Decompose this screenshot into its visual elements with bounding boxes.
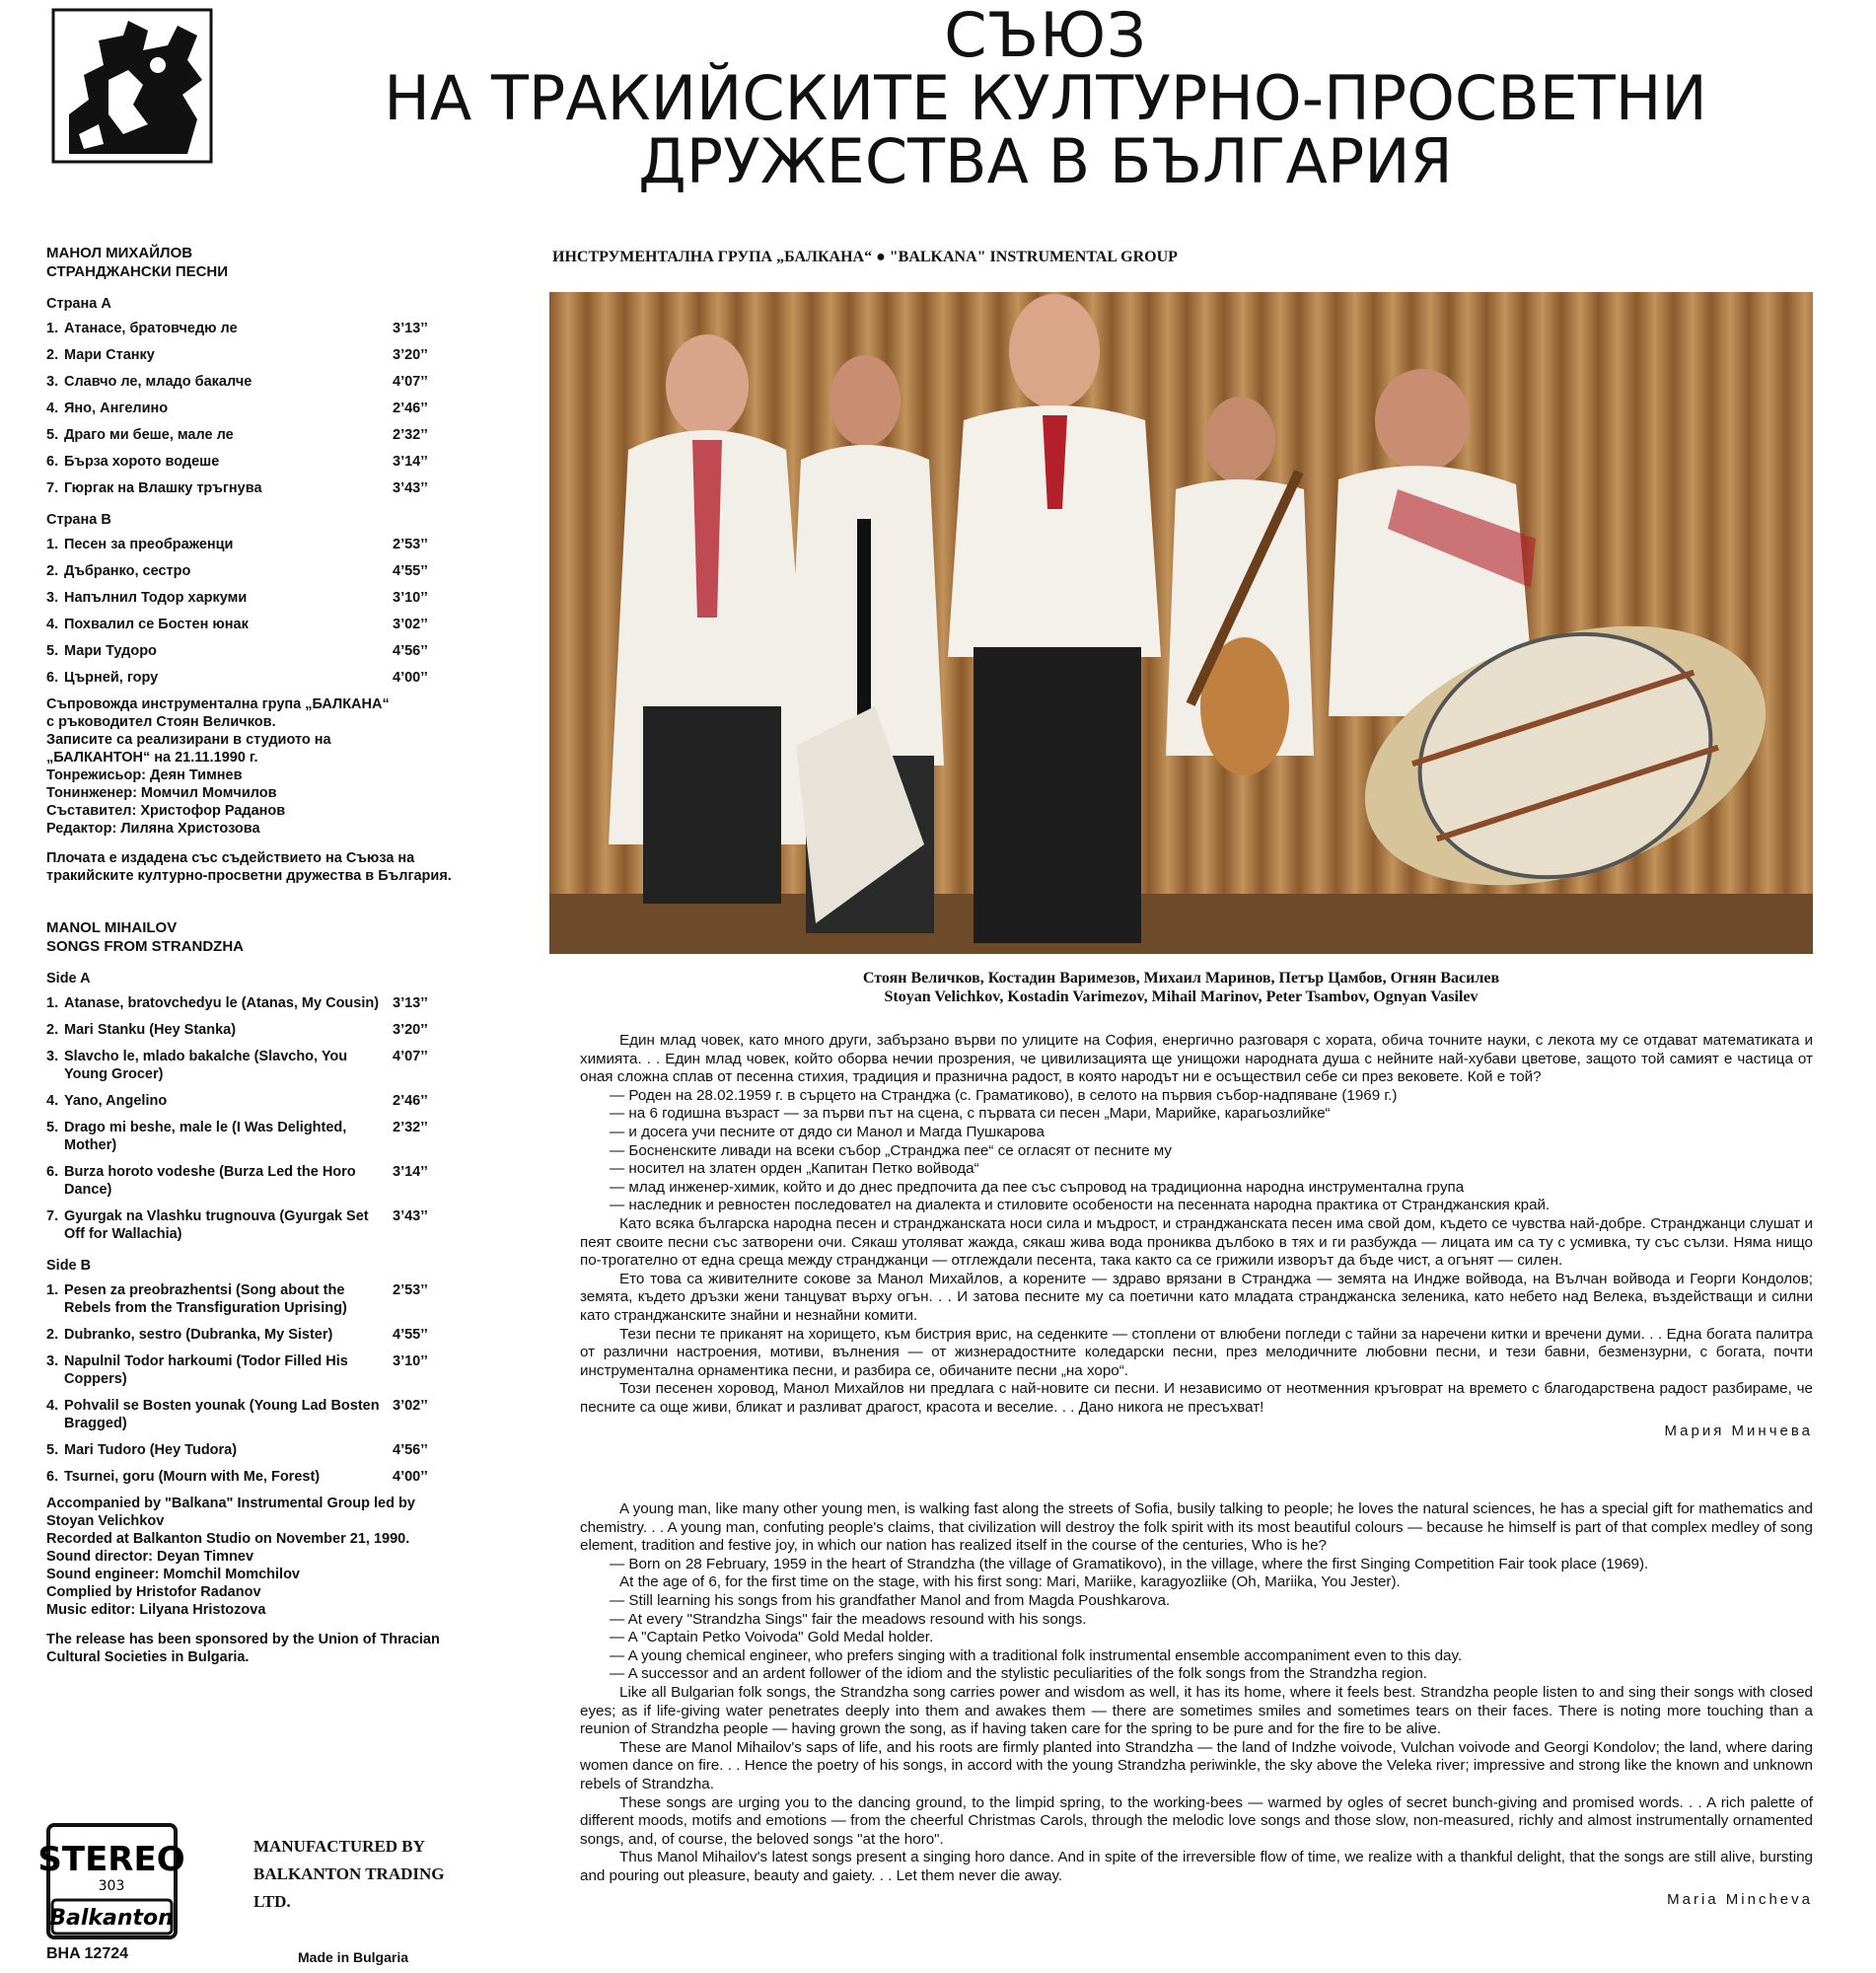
essay-paragraph: — A "Captain Petko Voivoda" Gold Medal holder.: [610, 1629, 934, 1646]
en-side-a-track-duration: 3’14’’: [393, 1164, 428, 1180]
credit-line: Recorded at Balkanton Studio on November 21, 1990.: [46, 1531, 410, 1547]
bg-side-b-track-row: [46, 669, 454, 687]
signature-en: Maria Mincheva: [1667, 1891, 1813, 1909]
essay-paragraph: Thus Manol Mihailov's latest songs present a singing horo dance. And in spite of the irreversible flow of time, we realize with a thankful delight, that the songs are still alive, bursting and pouring out pleasure, beauty and gaiety. . . Let them never die away.: [580, 1849, 1813, 1884]
bg-side-a-track-number: 1.: [46, 321, 59, 336]
en-side-a-track-number: 2.: [46, 1022, 59, 1038]
en-side-b-track-row: [46, 1281, 454, 1317]
bg-side-b-track-number: 5.: [46, 643, 59, 659]
essay-paragraph: — млад инженер-химик, който и до днес предпочита да пее със съпровод на традиционна народна инструментална група: [610, 1178, 1465, 1196]
en-side-b-track-duration: 3’02’’: [393, 1398, 428, 1414]
en-side-a-track-duration: 3’20’’: [393, 1022, 428, 1038]
bg-side-b-track-number: 3.: [46, 590, 59, 606]
essay-paragraph: At the age of 6, for the first time on the stage, with his first song: Mari, Mariike, karagyozliike (Oh, Mariika, You Jester).: [619, 1573, 1401, 1591]
bg-side-b-track-duration: 4’56’’: [393, 643, 428, 659]
bg-side-a-track-row: [46, 373, 454, 391]
band-photo: [549, 292, 1813, 954]
bg-side-a-track-row: [46, 479, 454, 497]
bg-side-b-track-title: Похвалил се Бостен юнак: [64, 617, 249, 632]
union-emblem-logo: [49, 6, 215, 166]
en-side-b-track-row: [46, 1326, 454, 1344]
credit-line: Тонрежисьор: Деян Тимнев: [46, 767, 243, 783]
stereo-logo-text: STEREO: [37, 1840, 185, 1879]
bg-side-a-track-title: Яно, Ангелино: [64, 401, 169, 416]
bg-side-a-track-duration: 3’13’’: [393, 321, 428, 336]
en-side-b-label: Side B: [46, 1258, 92, 1274]
en-side-b-track-title: Napulnil Todor harkoumi (Todor Filled His Coppers): [64, 1353, 348, 1387]
essay-paragraph: Тези песни те приканят на хорището, към бистрия врис, на седенките — стоплени от влюбени погледи с тайни за наречени китки и вречени думи. . . Една богата палитра от различни настроения, мотиви, вълнения — от жизнерадостните коледарски песни, през мелодичните любовни песни, и тези бавни, безмензурни, с богата, почти инструментална орнаментика песни, и разбира се, обичаните песни „на хоро“.: [580, 1325, 1813, 1379]
bg-side-b-track-duration: 2’53’’: [393, 537, 428, 552]
bg-side-a-track-title: Атанасе, братовчедю ле: [64, 321, 238, 336]
essay-paragraph: — A successor and an ardent follower of the idiom and the stylistic peculiarities of the folk songs from the Strandzha region.: [610, 1665, 1428, 1683]
bg-credits: [46, 695, 454, 838]
bg-side-b-track-title: Песен за преображенци: [64, 537, 234, 552]
bg-side-a-track-row: [46, 346, 454, 364]
credit-line: Записите са реализирани в студиото на: [46, 732, 331, 748]
bg-side-b-track-row: [46, 536, 454, 553]
bg-side-a-list: [46, 320, 454, 497]
group-heading: ИНСТРУМЕНТАЛНА ГРУПА „БАЛКАНА“ ● "BALKANA" INSTRUMENTAL GROUP: [552, 249, 1178, 265]
essay-paragraph: These songs are urging you to the dancing ground, to the limpid spring, to the working-bees — warmed by ogles of secret bunch-giving and promised words. . . A rich palette of different moods, motifs and emotions — from the cheerful Christmas Carols, through the melodic love songs and those slow, non-measured, richly and almost instrumentally ornamented songs, and, of course, the beloved songs "at the horo".: [580, 1793, 1813, 1848]
photo-caption: [549, 969, 1813, 1006]
en-side-a-track-number: 7.: [46, 1208, 59, 1224]
essay-paragraph: These are Manol Mihailov's saps of life, and his roots are firmly planted into Strandzha — the land of Indzhe voivode, Vulchan voivode and Georgi Kondolov; the land, where daring women dance on fire. . . Hence the poetry of his songs, in accord with the young Strandzha periwinkle, the sky above the Veleka river; impressive and strong like the known and unknown rebels of Strandzha.: [580, 1738, 1813, 1792]
credit-line: Съпровожда инструментална група „БАЛКАНА“: [46, 696, 390, 712]
bg-side-b-track-number: 4.: [46, 617, 59, 632]
header-line-2: НА ТРАКИЙСКИТЕ КУЛТУРНО-ПРОСВЕТНИ: [384, 62, 1707, 134]
credit-line: Music editor: Lilyana Hristozova: [46, 1602, 266, 1618]
en-side-a-label: Side A: [46, 971, 91, 986]
essay-paragraph: Like all Bulgarian folk songs, the Strandzha song carries power and wisdom as well, it has its home, where it feels best. Strandzha people listen to and sing their songs with closed eyes; as if life-giving water penetrates deeply into them and awakes them — there are sometimes smiles and sometimes tears on their faces. There is noting more touching than a reunion of Strandzha people — having grown the song, as if having taken care for the spring to be pure and for the fire to be alive.: [580, 1683, 1813, 1738]
en-side-b-track-title: Pesen za preobrazhentsi (Song about the Rebels from the Transfiguration Uprising): [64, 1282, 347, 1316]
bg-artist: МАНОЛ МИХАЙЛОВ: [46, 245, 193, 261]
en-side-a-track-row: [46, 994, 454, 1012]
en-side-a-track-row: [46, 1119, 454, 1154]
en-side-b-track-number: 5.: [46, 1442, 59, 1458]
bg-side-a-track-title: Мари Станку: [64, 347, 155, 363]
page-header: [227, 0, 1864, 197]
caption-bg: Стоян Величков, Костадин Варимезов, Михаил Маринов, Петър Цамбов, Огнян Василев: [862, 970, 1500, 986]
en-side-a-list: [46, 994, 454, 1243]
en-sponsor-note: The release has been sponsored by the Union of Thracian Cultural Societies in Bulgaria.: [46, 1632, 440, 1665]
essay-paragraph: — Роден на 28.02.1959 г. в сърцето на Странджа (с. Граматиково), в селото на първия събор-надпяване (1969 г.): [610, 1086, 1398, 1104]
bg-side-b-track-number: 1.: [46, 537, 59, 552]
en-side-b-track-duration: 3’10’’: [393, 1353, 428, 1369]
bg-side-a-track-title: Гюргак на Влашку тръгнува: [64, 480, 262, 496]
credit-line: Редактор: Лиляна Христозова: [46, 821, 260, 837]
stereo-logo-number: 303: [98, 1878, 125, 1894]
en-side-b-track-title: Pohvalil se Bosten younak (Young Lad Bosten Bragged): [64, 1398, 380, 1431]
bg-side-b-list: [46, 536, 454, 687]
caption-en: Stoyan Velichkov, Kostadin Varimezov, Mihail Marinov, Peter Tsambov, Ognyan Vasilev: [884, 988, 1479, 1005]
essay-paragraph: Като всяка българска народна песен и странджанската носи сила и мъдрост, и странджанската песен има свой дом, където се чувства най-добре. Странджанци слушат и пеят своите песни със затворени очи. Сякаш утоляват жажда, сякаш жива вода прониква дълбоко в тях и ги разбужда — лицата им са ту с усмивка, ту със сълзи. Няма нищо по-трогателно от една среща между странджанци — отглеждали песента, така както са се грижили изворът да бъде чист, а огънят — силен.: [580, 1214, 1813, 1270]
en-side-b-track-duration: 2’53’’: [393, 1282, 428, 1298]
en-side-b-track-duration: 4’56’’: [393, 1442, 428, 1458]
bg-side-a-track-duration: 2’46’’: [393, 401, 428, 416]
en-side-a-track-duration: 4’07’’: [393, 1049, 428, 1064]
en-side-b-track-duration: 4’00’’: [393, 1469, 428, 1485]
bg-side-a-track-number: 7.: [46, 480, 59, 496]
bg-side-b-track-title: Мари Тудоро: [64, 643, 157, 659]
en-side-a-track-title: Drago mi beshe, male le (I Was Delighted, Mother): [64, 1120, 347, 1153]
header-line-3: ДРУЖЕСТВА В БЪЛГАРИЯ: [638, 125, 1453, 197]
bg-side-b-track-row: [46, 589, 454, 607]
bg-side-b-track-duration: 4’55’’: [393, 563, 428, 579]
en-side-a-track-row: [46, 1207, 454, 1243]
header-line-1: СЪЮЗ: [944, 0, 1147, 71]
essay-paragraph: — Still learning his songs from his grandfather Manol and from Magda Poushkarova.: [610, 1591, 1171, 1609]
en-side-a-track-duration: 2’32’’: [393, 1120, 428, 1135]
en-side-b-track-title: Mari Tudoro (Hey Tudora): [64, 1442, 238, 1458]
signature-bg: Мария Минчева: [1664, 1423, 1813, 1440]
en-artist: MANOL MIHAILOV: [46, 919, 178, 936]
en-album: SONGS FROM STRANDZHA: [46, 938, 244, 955]
en-side-a-track-duration: 3’13’’: [393, 995, 428, 1011]
en-side-b-track-number: 6.: [46, 1469, 59, 1485]
essay-paragraph: — Born on 28 February, 1959 in the heart of Strandzha (the village of Gramatikovo), in the village, where the first Singing Competition Fair took place (1969).: [610, 1555, 1649, 1572]
bg-side-b-track-duration: 4’00’’: [393, 670, 428, 686]
en-side-a-track-number: 5.: [46, 1120, 59, 1135]
label-footer: [37, 1823, 470, 1965]
en-side-b-track-row: [46, 1397, 454, 1432]
en-side-a-track-duration: 2’46’’: [393, 1093, 428, 1109]
en-side-a-track-number: 1.: [46, 995, 59, 1011]
en-side-a-track-duration: 3’43’’: [393, 1208, 428, 1224]
bg-side-a-track-number: 5.: [46, 427, 59, 443]
essay-paragraph: — Босненските ливади на всеки събор „Странджа пее“ се огласят от песните му: [610, 1141, 1172, 1159]
bg-side-b-track-title: Църней, гору: [64, 670, 159, 686]
credit-line: Complied by Hristofor Radanov: [46, 1584, 261, 1600]
bg-side-b-track-title: Дъбранко, сестро: [64, 563, 191, 579]
credit-line: с ръководител Стоян Величков.: [46, 714, 276, 730]
balkanton-logo-text: Balkanton: [49, 1906, 174, 1931]
bg-side-a-track-title: Славчо ле, младо бакалче: [64, 374, 253, 390]
tracklist-column: [46, 244, 454, 1666]
en-side-a-track-row: [46, 1021, 454, 1039]
stereo-balkanton-logo: [37, 1823, 185, 1939]
en-side-a-track-row: [46, 1163, 454, 1199]
en-side-b-track-row: [46, 1468, 454, 1486]
bg-side-a-track-title: Драго ми беше, мале ле: [64, 427, 234, 443]
bg-side-a-track-row: [46, 320, 454, 337]
en-side-b-track-row: [46, 1352, 454, 1388]
en-side-b-track-number: 4.: [46, 1398, 59, 1414]
en-side-a-track-title: Gyurgak na Vlashku trugnouva (Gyurgak Set Off for Wallachia): [64, 1208, 369, 1242]
bg-side-a-track-number: 2.: [46, 347, 59, 363]
bg-album: СТРАНДЖАНСКИ ПЕСНИ: [46, 263, 229, 280]
en-side-b-track-title: Dubranko, sestro (Dubranka, My Sister): [64, 1327, 333, 1343]
bg-side-a-track-row: [46, 453, 454, 471]
bg-side-b-track-number: 2.: [46, 563, 59, 579]
en-side-b-track-number: 2.: [46, 1327, 59, 1343]
bg-side-a-track-row: [46, 426, 454, 444]
en-side-a-track-title: Mari Stanku (Hey Stanka): [64, 1022, 237, 1038]
credit-line: Тонинженер: Момчил Момчилов: [46, 785, 277, 801]
essay-paragraph: A young man, like many other young men, is walking fast along the streets of Sofia, busily talking to people; he loves the natural sciences, he has a special gift for mathematics and chemistry. . . A young man, confuting people's claims, that civilization will destroy the folk spirit with its most beautiful colours — because he himself is part of that complex medley of song element, tradition and festive joy, in which our nation has realized itself in the course of the centuries, Who is he?: [580, 1500, 1813, 1555]
bg-side-a-track-duration: 3’14’’: [393, 454, 428, 470]
bg-side-a-label: Страна А: [46, 296, 111, 312]
bg-side-a-track-number: 6.: [46, 454, 59, 470]
en-side-b-track-duration: 4’55’’: [393, 1327, 428, 1343]
bg-sponsor-note: Плочата е издадена със съдействието на Съюза на тракийските културно-просветни дружества в България.: [46, 850, 452, 884]
bg-side-a-track-duration: 3’20’’: [393, 347, 428, 363]
essay-paragraph: — At every "Strandzha Sings" fair the meadows resound with his songs.: [610, 1610, 1087, 1628]
bg-side-b-track-duration: 3’02’’: [393, 617, 428, 632]
bg-side-a-track-duration: 2’32’’: [393, 427, 428, 443]
bg-side-b-label: Страна В: [46, 512, 111, 528]
en-side-a-track-row: [46, 1048, 454, 1083]
bg-side-a-track-number: 3.: [46, 374, 59, 390]
credit-line: Accompanied by "Balkana" Instrumental Group led by Stoyan Velichkov: [46, 1496, 415, 1529]
en-side-b-track-title: Tsurnei, goru (Mourn with Me, Forest): [64, 1469, 321, 1485]
en-side-b-track-number: 1.: [46, 1282, 59, 1298]
essay-paragraph: — и досега учи песните от дядо си Манол и Магда Пушкарова: [610, 1123, 1045, 1140]
bg-side-a-track-title: Бърза хорото водеше: [64, 454, 220, 470]
en-side-a-track-title: Atanase, bratovchedyu le (Atanas, My Cousin): [64, 995, 380, 1011]
en-side-a-track-number: 4.: [46, 1093, 59, 1109]
essay-paragraph: — A young chemical engineer, who prefers singing with a traditional folk instrumental ensemble accompaniment even to this day.: [610, 1646, 1463, 1664]
bg-side-b-track-duration: 3’10’’: [393, 590, 428, 606]
bg-side-a-track-row: [46, 400, 454, 417]
bg-side-b-track-row: [46, 642, 454, 660]
en-side-a-track-number: 3.: [46, 1049, 59, 1064]
credit-line: Sound engineer: Momchil Momchilov: [46, 1567, 300, 1582]
manufactured-by: MANUFACTURED BY: [253, 1837, 425, 1856]
en-side-a-track-row: [46, 1092, 454, 1110]
en-side-a-track-number: 6.: [46, 1164, 59, 1180]
en-side-b-track-number: 3.: [46, 1353, 59, 1369]
en-side-a-track-title: Slavcho le, mlado bakalche (Slavcho, You Young Grocer): [64, 1049, 348, 1082]
essay-en: [580, 1500, 1813, 1910]
manufacturer-name: BALKANTON TRADING LTD.: [253, 1864, 445, 1911]
bg-side-b-track-number: 6.: [46, 670, 59, 686]
en-credits: [46, 1495, 454, 1619]
en-side-b-track-row: [46, 1441, 454, 1459]
essay-paragraph: — носител на златен орден „Капитан Петко войвода“: [610, 1160, 979, 1178]
en-side-a-track-title: Burza horoto vodeshe (Burza Led the Horo Dance): [64, 1164, 356, 1198]
essay-bg: [580, 1032, 1813, 1441]
bg-side-a-track-duration: 4’07’’: [393, 374, 428, 390]
made-in: Made in Bulgaria: [298, 1949, 409, 1965]
bg-side-a-track-number: 4.: [46, 401, 59, 416]
en-side-a-track-title: Yano, Angelino: [64, 1093, 168, 1109]
bg-side-b-track-title: Напълнил Тодор харкуми: [64, 590, 248, 606]
en-side-b-list: [46, 1281, 454, 1486]
catalog-number: BHA 12724: [46, 1945, 129, 1962]
essay-paragraph: Ето това са живителните сокове за Манол Михайлов, а корените — здраво врязани в Странджа — земята на Индже войвода, на Вълчан войвода и Георги Кондолов; земята, където дръзки жени танцуват върху огън. . . И затова песните му са поетични като младата странджанска зеленика, като небето над Велека, въздействащи и силни като странджанските знайни и незнайни комити.: [580, 1270, 1813, 1324]
bg-side-b-track-row: [46, 562, 454, 580]
credit-line: Sound director: Deyan Timnev: [46, 1549, 254, 1565]
credit-line: Съставител: Христофор Раданов: [46, 803, 286, 819]
essay-paragraph: — наследник и ревностен последовател на диалекта и стиловите особености на песенната народна практика от Странджанския край.: [610, 1197, 1551, 1214]
essay-paragraph: Един млад човек, като много други, забързано върви по улиците на София, енергично разговаря с хората, обича точните науки, с лекота му се отдават математиката и химията. . . Един млад човек, който оборва нечии прозрения, че цивилизацията ще унищожи народната душа с нейните най-хубави цветове, защото той самият е частица от оная сложна сплав от песенна стихия, традиция и празнична радост, в която народът ни е осъществил себе си през вековете. Кой е той?: [580, 1032, 1813, 1086]
bg-side-a-track-duration: 3’43’’: [393, 480, 428, 496]
essay-paragraph: Този песенен хоровод, Манол Михайлов ни предлага с най-новите си песни. И независимо от неотменния кръговрат на времето с благодарствена радост разбираме, че песните са още живи, бликат и разливат драгост, красота и веселие. . . Дано никога не пресъхват!: [580, 1380, 1813, 1416]
bg-side-b-track-row: [46, 616, 454, 633]
credit-line: „БАЛКАНТОН“ на 21.11.1990 г.: [46, 750, 258, 766]
essay-paragraph: — на 6 годишна възраст — за първи път на сцена, с първата си песен „Мари, Марийке, карагьозлийке“: [610, 1105, 1331, 1123]
manufacturer: [253, 1833, 470, 1916]
